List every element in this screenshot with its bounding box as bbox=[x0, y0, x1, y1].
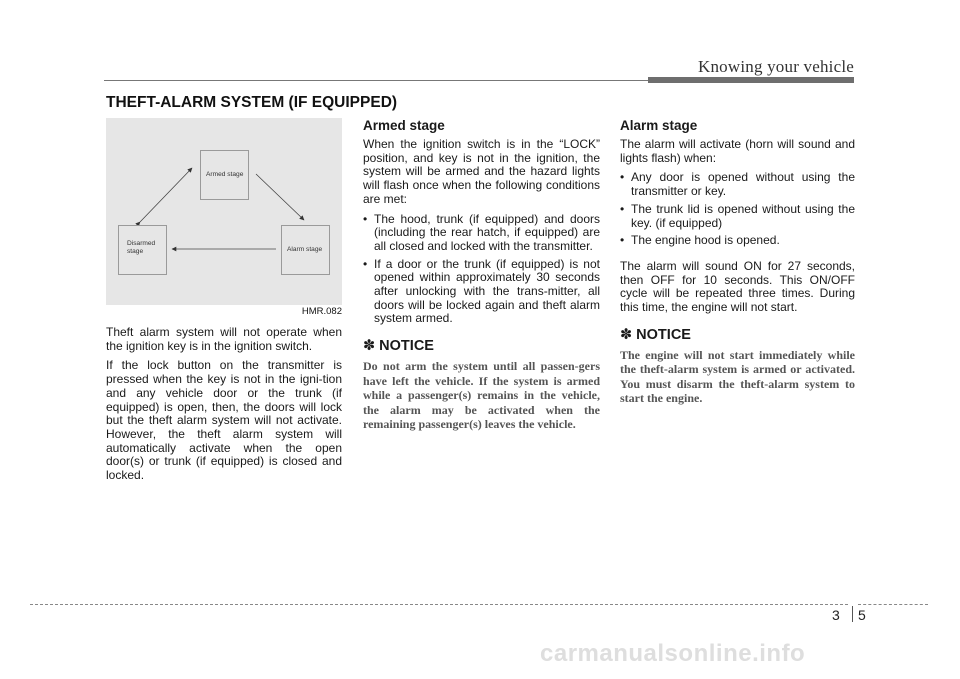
list-item: • The hood, trunk (if equipped) and doors (including the rear hatch, if equipped) are all closed and locked with the transmitter. bbox=[363, 213, 600, 254]
notice-title: ✽ NOTICE bbox=[620, 326, 691, 343]
armed-stage-box bbox=[200, 150, 249, 200]
alarm-stage-label: Alarm stage bbox=[287, 246, 323, 253]
section-title: THEFT-ALARM SYSTEM (IF EQUIPPED) bbox=[106, 94, 398, 111]
list-item: • Any door is opened without using the transmitter or key. bbox=[620, 171, 855, 198]
alarm-stage-intro: The alarm will activate (horn will sound and lights flash) when: bbox=[620, 137, 855, 165]
alarm-conditions-list bbox=[620, 171, 855, 248]
header-rule-bar bbox=[648, 77, 854, 83]
arrow-armed-alarm bbox=[256, 174, 304, 220]
disarmed-stage-box bbox=[118, 225, 167, 275]
list-item: • If a door or the trunk (if equipped) is not opened within approximately 30 seconds after unlocking with the trans-mitter, all doors will be locked again and theft alarm system armed. bbox=[363, 258, 600, 327]
armed-stage-label: Armed stage bbox=[206, 171, 244, 178]
figure-code-text: HMR.082 bbox=[301, 306, 342, 317]
paragraph-ignition: Theft alarm system will not operate when the ignition key is in the ignition switch. bbox=[106, 325, 342, 353]
armed-stage-heading: Armed stage bbox=[363, 118, 445, 133]
paragraph-lock-button: If the lock button on the transmitter is pressed when the key is not in the igni-tion and any vehicle door or the trunk (if equipped) is open, then, the doors will lock but the theft alarm system will not activate. However, the theft alarm system will automatically activate when the open door(s) or trunk (if equipped) is closed and locked. bbox=[106, 358, 342, 483]
header-title: Knowing your vehicle bbox=[697, 57, 854, 76]
watermark: carmanualsonline.info bbox=[540, 640, 806, 667]
disarmed-stage-label: Disarmed stage bbox=[127, 240, 156, 255]
page-chapter: 3 bbox=[832, 607, 840, 623]
list-item: • The trunk lid is opened without using the key. (if equipped) bbox=[620, 203, 855, 230]
arrow-disarmed-armed bbox=[140, 168, 192, 222]
notice-title: ✽ NOTICE bbox=[363, 338, 434, 355]
page-number: 5 bbox=[858, 607, 866, 623]
alarm-cycle-paragraph: The alarm will sound ON for 27 seconds, then OFF for 10 seconds. This ON/OFF cycle will be repeated three times. During this time, the engine will not start. bbox=[620, 258, 855, 315]
column-1 bbox=[106, 118, 342, 489]
alarm-stage-heading: Alarm stage bbox=[620, 118, 698, 133]
notice-text: The engine will not start immediately while the theft-alarm system is armed or activated. You must disarm the theft-alarm system to start the engine. bbox=[620, 347, 855, 406]
footer-rule bbox=[30, 604, 848, 605]
figure-code bbox=[106, 306, 342, 317]
header-rule bbox=[104, 80, 648, 81]
footer-rule-right bbox=[858, 604, 928, 605]
list-item: • The engine hood is opened. bbox=[620, 234, 855, 248]
alarm-stage-box bbox=[281, 225, 330, 275]
page-number-divider bbox=[852, 606, 853, 622]
notice-text: Do not arm the system until all passen-gers have left the vehicle. If the system is armed while a passenger(s) remains in the vehicle, the alarm may be activated when the remaining passenger(s) leaves the vehicle. bbox=[363, 359, 600, 432]
alarm-stage-diagram bbox=[106, 118, 342, 305]
armed-stage-intro: When the ignition switch is in the “LOCK” position, and key is not in the ignition, the system will be armed and the hazard lights will flash once when the following conditions are met: bbox=[363, 137, 600, 206]
column-2 bbox=[363, 118, 600, 432]
diagram-arrows bbox=[106, 118, 342, 305]
armed-conditions-list bbox=[363, 213, 600, 327]
column-3 bbox=[620, 118, 855, 406]
